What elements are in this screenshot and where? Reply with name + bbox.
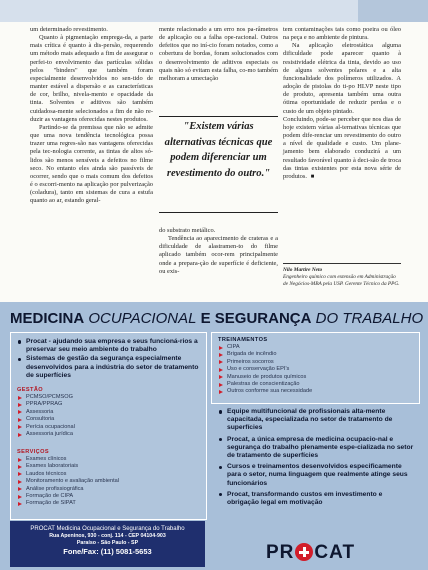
- list-item: Laudos técnicos: [17, 471, 199, 478]
- bullet-icon: [18, 340, 21, 343]
- triangle-bullet-icon: [18, 472, 22, 476]
- triangle-bullet-icon: [18, 502, 22, 506]
- list-item: Formação de CIPA: [17, 493, 199, 500]
- paragraph: Quanto à pigmentação emprega-da, a parte mais crítica é quanto à dis-persão, requerendo um método mais adequado a fim de assegurar o perfei-to envolvimento das partículas sólidas pelos "binders" que também foram especialmente desenvolvidos no sen-tido de manter estável a dispersão e as características de cor, brilho, nivela-mento e opacidade da tinta. Solventes e aditivos são também cuidadosa-mente selecionados a fim de não re-duzir as vantagens oferecidas nestes produtos.: [30, 34, 153, 123]
- logo-text: CAT: [314, 542, 356, 563]
- header-band-accent: [358, 0, 428, 22]
- list-item: Análise profissiográfica: [17, 486, 199, 493]
- triangle-bullet-icon: [18, 425, 22, 429]
- byline-divider: [283, 263, 401, 264]
- end-mark-icon: ■: [310, 173, 315, 180]
- list-item: Exames clínicos: [17, 456, 199, 463]
- company-name: PROCAT Medicina Ocupacional e Segurança do Trabalho: [30, 526, 185, 532]
- article-column-2-continued: [159, 227, 278, 276]
- address-line: Rua Apeninos, 930 - conj. 114 - CEP 04104-903: [49, 533, 166, 539]
- article-column-2: [159, 26, 278, 83]
- headline-part: DO TRABALHO: [315, 310, 424, 327]
- servicos-section: [17, 449, 199, 508]
- author-description: Engenheiro químico com extensão em Administração de Negócios-MBA pela USP. Gerente Técnico da PPG.: [283, 274, 400, 287]
- paragraph: mente relacionado a um erro nos pa-râmetros de aplicação ou a falha ope-racional. Outros defeitos que no iní-cio foram notados, como a cobertura de bordas, foram solucionados com o desenvolvimento de aditivos especiais os quais não só evitam esta falha, co-mo também melhoram a umectação: [159, 26, 278, 82]
- list-item: Primeiros socorros: [218, 359, 414, 366]
- procat-advertisement: [0, 302, 428, 570]
- list-item: PCMSO/PCMSOG: [17, 394, 199, 401]
- feature-bullet: Cursos e treinamentos desenvolvidos especificamente para o setor, numa linguagem que realmente atinge seus funcionários: [218, 463, 416, 488]
- bullet-icon: [18, 358, 21, 361]
- paragraph: Concluindo, pode-se perceber que nos dias de hoje existem várias al-ternativas técnicas que podem dife-renciar um revestimento do outro a nível de qualidade e custo. Um plane-jamento bem elaborado conduzirá a um resultado favorável quanto à deci-são de troca das tintas existentes por esta nova série de produtos.: [283, 115, 401, 180]
- triangle-bullet-icon: [219, 383, 223, 387]
- list-item: Formação de SIPAT: [17, 500, 199, 507]
- paragraph: Na aplicação eletrostática alguma dificuldade pode aparecer quanto à resistividade elétrica da tinta, devido ao uso de alguns solventes polares e a alta funcionalidade dos polímeros utilizados. A adoção de pistolas do ti-po HLVP neste tipo de produto, apresenta também uma outra ótima oportunidade de reduzir perdas e o custo de um objeto pintado.: [283, 42, 401, 115]
- triangle-bullet-icon: [18, 487, 22, 491]
- feature-bullet: Equipe multifuncional de profissionais alta-mente capacitada, especializada no setor de tratamento de superfícies: [218, 408, 416, 433]
- treinamentos-list: [218, 344, 414, 396]
- article-column-1: [30, 26, 153, 205]
- triangle-bullet-icon: [219, 360, 223, 364]
- paragraph: um determinado revestimento.: [30, 26, 108, 33]
- treinamentos-title: TREINAMENTOS: [218, 337, 268, 343]
- list-item: Brigada de incêndio: [218, 351, 414, 358]
- list-item: CIPA: [218, 344, 414, 351]
- list-item: Consultoria: [17, 416, 199, 423]
- paragraph: tem contaminações tais como poeira ou óleo na peça e no ambiente de pintura.: [283, 26, 401, 42]
- pull-quote: "Existem várias alternativas técnicas que podem diferenciar um revestimento do outro.": [164, 121, 273, 179]
- list-item: Outros conforme sua necessidade: [218, 388, 414, 395]
- list-item: Manuseio de produtos químicos: [218, 374, 414, 381]
- ad-headline: [10, 310, 424, 328]
- feature-bullet: Procat, a única empresa de medicina ocupacio-nal e segurança do trabalho plenamente espe-cializada no setor de tratamento de superfícies: [218, 436, 416, 461]
- treinamentos-section: [218, 337, 414, 396]
- list-item: PPRA/PPRAG: [17, 401, 199, 408]
- pull-quote-top-rule: [159, 116, 278, 117]
- gestao-title: GESTÃO: [17, 387, 44, 393]
- bullet-icon: [219, 410, 222, 413]
- triangle-bullet-icon: [18, 458, 22, 462]
- bullet-icon: [219, 466, 222, 469]
- intro-bullet: Sistemas de gestão da segurança especialmente desenvolvidos para a indústria do setor de tratamento de superfícies: [17, 355, 199, 380]
- bullet-icon: [219, 493, 222, 496]
- list-item: Monitoramento e avaliação ambiental: [17, 478, 199, 485]
- triangle-bullet-icon: [18, 433, 22, 437]
- feature-bullets: [218, 408, 416, 507]
- paragraph: do substrato metálico.: [159, 227, 216, 234]
- company-contact-block: [10, 521, 205, 567]
- triangle-bullet-icon: [219, 375, 223, 379]
- servicos-list: [17, 456, 199, 508]
- author-byline: [283, 267, 401, 288]
- headline-part: MEDICINA: [10, 310, 85, 327]
- list-item: Assessoria jurídica: [17, 431, 199, 438]
- services-panel: [10, 332, 207, 520]
- intro-bullets: [17, 338, 199, 380]
- list-item: Assessoria: [17, 409, 199, 416]
- red-cross-icon: [295, 543, 313, 561]
- triangle-bullet-icon: [18, 410, 22, 414]
- list-item: Uso e conservação EPI's: [218, 366, 414, 373]
- address-line: Paraíso - São Paulo - SP: [76, 540, 139, 546]
- paragraph: Partindo-se da premissa que não se admite que uma nova tendência tecnológica possa trazer uma regres-são nas vantagens oferecidas pela tec-nologia corrente, as tintas de altos só-lidos são menos sensíveis a defeitos no filme seco. No entanto eles ainda são passíveis de ocorrer, sendo que o mais comum dos defeitos é o escorri-mento na aplicação por pulverização (coladura), tanto em sistemas de cura a estufa quanto ao ar, estando geral-: [30, 123, 153, 205]
- pull-quote-bottom-rule: [159, 212, 278, 213]
- feature-bullet: Procat, transformando custos em investimento e obrigação legal em motivação: [218, 491, 416, 507]
- logo-text: PR: [266, 542, 295, 563]
- list-item: Perícia ocupacional: [17, 424, 199, 431]
- article-column-3: [283, 26, 401, 181]
- gestao-section: [17, 387, 199, 438]
- treinamentos-panel: [211, 332, 420, 404]
- triangle-bullet-icon: [219, 346, 223, 350]
- procat-logo: [266, 540, 355, 564]
- list-item: Palestras de conscientização: [218, 381, 414, 388]
- triangle-bullet-icon: [18, 465, 22, 469]
- triangle-bullet-icon: [18, 418, 22, 422]
- bullet-icon: [219, 438, 222, 441]
- triangle-bullet-icon: [219, 353, 223, 357]
- headline-part: E SEGURANÇA: [200, 310, 312, 327]
- triangle-bullet-icon: [219, 390, 223, 394]
- headline-part: OCUPACIONAL: [88, 310, 197, 327]
- triangle-bullet-icon: [18, 480, 22, 484]
- triangle-bullet-icon: [18, 403, 22, 407]
- triangle-bullet-icon: [18, 495, 22, 499]
- servicos-title: SERVIÇOS: [17, 449, 50, 455]
- triangle-bullet-icon: [219, 368, 223, 372]
- list-item: Exames laboratoriais: [17, 463, 199, 470]
- intro-bullet: Procat - ajudando sua empresa e seus funcioná-rios a preservar seu meio ambiente do trabalho: [17, 338, 199, 354]
- gestao-list: [17, 394, 199, 438]
- author-name: Nilo Martire Neto: [283, 267, 323, 273]
- paragraph: Tendência ao aparecimento de crateras e a dificuldade de alastramen-to do filme aplicado também ocor-rem principalmente onde a prepara-ção de superfície é deficiente, ou exis-: [159, 235, 278, 275]
- triangle-bullet-icon: [18, 396, 22, 400]
- phone-number: Fone/Fax: (11) 5081-5653: [63, 547, 152, 556]
